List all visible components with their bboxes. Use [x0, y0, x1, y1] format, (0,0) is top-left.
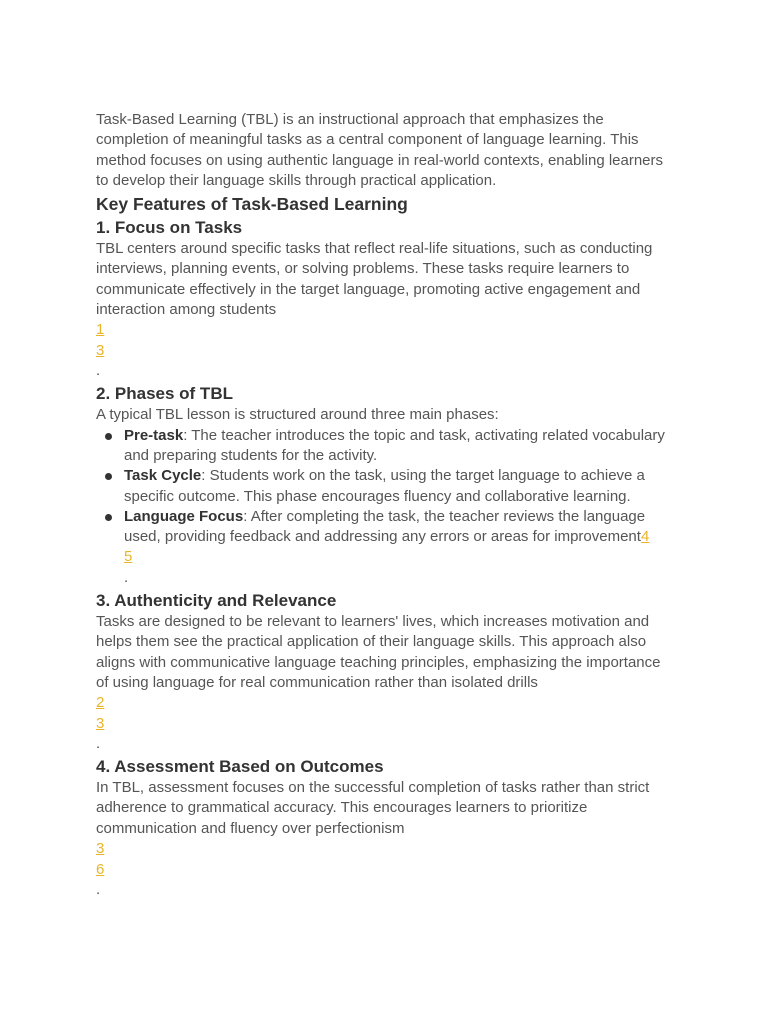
reference-link[interactable]: 1: [96, 321, 105, 339]
reference-link[interactable]: 5: [124, 548, 133, 566]
list-item-term: Pre-task: [124, 426, 184, 444]
list-item-language-focus: [124, 507, 672, 588]
reference-end-period: .: [96, 362, 101, 380]
section-heading-authenticity: 3. Authenticity and Relevance: [96, 590, 337, 610]
reference-link[interactable]: 6: [96, 860, 105, 878]
reference-end-period: .: [124, 568, 129, 586]
section-body-assessment: In TBL, assessment focuses on the successful completion of tasks rather than strict adherence to grammatical accuracy. This encourages learners to prioritize communication and fluency over perfectionism: [96, 779, 650, 837]
list-item-pre-task: [124, 426, 672, 467]
section-body-authenticity: Tasks are designed to be relevant to learners' lives, which increases motivation and helps them see the practical application of their language skills. This approach also aligns with communicative language teaching principles, emphasizing the importance of using language for real communication rather than isolated drills: [96, 612, 661, 691]
section-intro-phases: A typical TBL lesson is structured around three main phases:: [96, 406, 499, 424]
list-item-task-cycle: [124, 466, 672, 507]
list-item-text: : Students work on the task, using the target language to achieve a specific outcome. This phase encourages fluency and collaborative learning.: [124, 467, 645, 505]
reference-link[interactable]: 3: [96, 341, 105, 359]
phases-list: [96, 426, 672, 588]
section-heading-assessment: 4. Assessment Based on Outcomes: [96, 757, 384, 777]
list-item-text: : After completing the task, the teacher reviews the language used, providing feedback and addressing any errors or areas for improvement: [124, 507, 646, 546]
intro-paragraph: Task-Based Learning (TBL) is an instructional approach that emphasizes the completion of meaningful tasks as a central component of language learning. This method focuses on using authentic language in real-world contexts, enabling learners to develop their language skills through practical application.: [96, 111, 664, 189]
section-heading-phases-of-tbl: 2. Phases of TBL: [96, 384, 233, 404]
reference-link[interactable]: 4: [640, 528, 650, 546]
reference-end-period: .: [96, 735, 101, 753]
key-features-heading: Key Features of Task-Based Learning: [96, 194, 408, 215]
section-heading-focus-on-tasks: 1. Focus on Tasks: [96, 218, 243, 238]
bullet-icon: [105, 514, 112, 521]
bullet-icon: [105, 473, 112, 480]
reference-link[interactable]: 2: [96, 694, 105, 712]
reference-link[interactable]: 3: [96, 840, 105, 858]
reference-end-period: .: [96, 881, 101, 899]
list-item-term: Task Cycle: [124, 467, 202, 485]
list-item-text: : The teacher introduces the topic and task, activating related vocabulary and preparing students for the activity.: [124, 426, 665, 464]
list-item-term: Language Focus: [124, 507, 244, 525]
bullet-icon: [105, 433, 112, 440]
section-body-focus-on-tasks: TBL centers around specific tasks that reflect real-life situations, such as conducting interviews, planning events, or solving problems. These tasks require learners to communicate effectively in the target language, promoting active engagement and interaction among students: [96, 240, 653, 319]
reference-link[interactable]: 3: [96, 714, 105, 732]
